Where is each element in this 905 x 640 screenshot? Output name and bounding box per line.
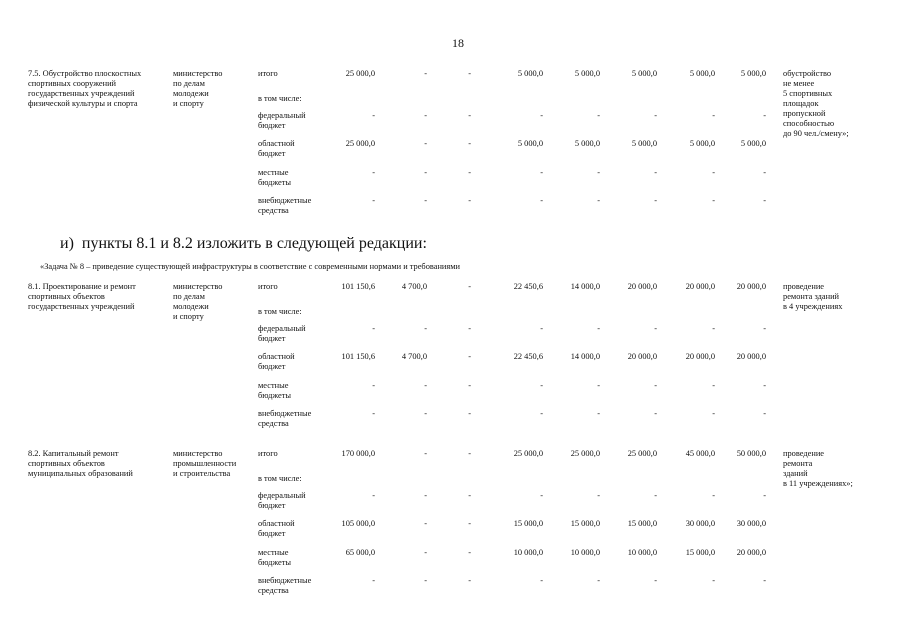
funding-value: -	[468, 519, 471, 528]
funding-value: -	[763, 111, 766, 120]
funding-value: 4 700,0	[401, 282, 427, 291]
funding-value: -	[654, 491, 657, 500]
expected-result: ремонта	[783, 459, 813, 468]
funding-value: -	[654, 168, 657, 177]
funding-source-label: средства	[258, 419, 289, 428]
funding-value: 30 000,0	[736, 519, 766, 528]
funding-source-label: местные	[258, 548, 289, 557]
funding-source-label: федеральный	[258, 324, 306, 333]
funding-value: 25 000,0	[627, 449, 657, 458]
measure-title: муниципальных образований	[28, 469, 133, 478]
funding-value: -	[654, 196, 657, 205]
funding-value: 15 000,0	[570, 519, 600, 528]
funding-source-label: областной	[258, 139, 295, 148]
funding-value: 5 000,0	[517, 139, 543, 148]
funding-value: 25 000,0	[513, 449, 543, 458]
funding-value: 10 000,0	[570, 548, 600, 557]
expected-result: площадок	[783, 99, 819, 108]
funding-value: -	[763, 196, 766, 205]
funding-value: 22 450,6	[513, 352, 543, 361]
funding-value: -	[763, 491, 766, 500]
funding-value: -	[468, 111, 471, 120]
funding-value: 5 000,0	[631, 139, 657, 148]
funding-value: 20 000,0	[627, 352, 657, 361]
funding-source-label: бюджет	[258, 149, 286, 158]
funding-value: 25 000,0	[570, 449, 600, 458]
measure-title: спортивных объектов	[28, 292, 105, 301]
funding-value: -	[424, 139, 427, 148]
funding-value: 5 000,0	[689, 69, 715, 78]
executor: и спорту	[173, 99, 204, 108]
funding-source-label: итого	[258, 449, 278, 458]
funding-source-label: бюджеты	[258, 558, 292, 567]
funding-value: 170 000,0	[341, 449, 375, 458]
funding-value: 101 150,6	[341, 352, 375, 361]
measure-title: физической культуры и спорта	[28, 99, 138, 108]
task-heading: «Задача № 8 – приведение существующей инфраструктуры в соответствие с современными нормами и требованиями	[40, 262, 461, 271]
funding-value: -	[468, 409, 471, 418]
funding-value: -	[597, 196, 600, 205]
expected-result: зданий	[783, 469, 808, 478]
funding-value: -	[540, 576, 543, 585]
funding-value: -	[712, 409, 715, 418]
funding-value: 101 150,6	[341, 282, 375, 291]
funding-value: -	[597, 324, 600, 333]
funding-value: -	[763, 381, 766, 390]
funding-source-label: местные	[258, 168, 289, 177]
funding-value: -	[372, 491, 375, 500]
funding-value: -	[468, 196, 471, 205]
funding-value: -	[597, 409, 600, 418]
measure-title: 8.1. Проектирование и ремонт	[28, 282, 136, 291]
executor: молодежи	[173, 89, 209, 98]
funding-value: -	[424, 576, 427, 585]
funding-value: -	[424, 324, 427, 333]
funding-value: -	[468, 548, 471, 557]
funding-value: -	[372, 196, 375, 205]
funding-value: 20 000,0	[736, 548, 766, 557]
funding-source-label: внебюджетные	[258, 576, 312, 585]
funding-source-label: областной	[258, 352, 295, 361]
funding-value: -	[424, 381, 427, 390]
executor: и спорту	[173, 312, 204, 321]
funding-value: -	[763, 409, 766, 418]
expected-result: пропускной	[783, 109, 826, 118]
measure-title: 8.2. Капитальный ремонт	[28, 449, 119, 458]
executor: промышленности	[173, 459, 237, 468]
funding-source-label: средства	[258, 586, 289, 595]
funding-value: 15 000,0	[513, 519, 543, 528]
funding-source-label: местные	[258, 381, 289, 390]
expected-result: в 4 учреждениях	[783, 302, 843, 311]
funding-value: -	[540, 409, 543, 418]
funding-value: 20 000,0	[736, 282, 766, 291]
section-heading: и) пункты 8.1 и 8.2 изложить в следующей редакции:	[60, 235, 427, 252]
funding-value: -	[468, 69, 471, 78]
funding-value: -	[712, 111, 715, 120]
funding-value: 15 000,0	[685, 548, 715, 557]
funding-value: 20 000,0	[736, 352, 766, 361]
expected-result: ремонта зданий	[783, 292, 840, 301]
funding-value: 20 000,0	[627, 282, 657, 291]
funding-value: 14 000,0	[570, 352, 600, 361]
funding-source-label: внебюджетные	[258, 196, 312, 205]
funding-source-label: итого	[258, 282, 278, 291]
expected-result: в 11 учреждениях»;	[783, 479, 853, 488]
funding-value: -	[597, 576, 600, 585]
expected-result: не менее	[783, 79, 815, 88]
executor: по делам	[173, 292, 205, 301]
funding-value: -	[468, 576, 471, 585]
page-number: 18	[452, 36, 464, 50]
funding-value: -	[712, 491, 715, 500]
funding-source-label: в том числе:	[258, 474, 302, 483]
funding-value: 20 000,0	[685, 352, 715, 361]
funding-value: -	[540, 324, 543, 333]
expected-result: проведение	[783, 449, 825, 458]
funding-value: -	[712, 168, 715, 177]
funding-value: 30 000,0	[685, 519, 715, 528]
funding-value: -	[763, 168, 766, 177]
funding-source-label: бюджеты	[258, 178, 292, 187]
funding-value: -	[424, 196, 427, 205]
measure-title: спортивных объектов	[28, 459, 105, 468]
funding-value: -	[424, 111, 427, 120]
funding-value: 105 000,0	[341, 519, 375, 528]
funding-value: -	[372, 111, 375, 120]
measure-title: 7.5. Обустройство плоскостных	[28, 69, 142, 78]
funding-value: -	[654, 324, 657, 333]
funding-source-label: бюджет	[258, 362, 286, 371]
funding-value: -	[468, 282, 471, 291]
funding-value: -	[468, 449, 471, 458]
funding-value: -	[540, 491, 543, 500]
funding-value: 25 000,0	[345, 139, 375, 148]
funding-value: -	[468, 324, 471, 333]
funding-value: 10 000,0	[627, 548, 657, 557]
funding-value: 45 000,0	[685, 449, 715, 458]
funding-value: 5 000,0	[740, 69, 766, 78]
funding-value: 20 000,0	[685, 282, 715, 291]
measure-title: государственных учреждений	[28, 89, 135, 98]
funding-source-label: бюджет	[258, 121, 286, 130]
expected-result: обустройство	[783, 69, 832, 78]
funding-value: -	[540, 168, 543, 177]
funding-value: -	[468, 352, 471, 361]
funding-value: 65 000,0	[345, 548, 375, 557]
expected-result: до 90 чел./смену»;	[783, 129, 849, 138]
funding-source-label: в том числе:	[258, 94, 302, 103]
funding-value: -	[654, 409, 657, 418]
funding-source-label: федеральный	[258, 491, 306, 500]
funding-value: 5 000,0	[740, 139, 766, 148]
funding-value: -	[424, 449, 427, 458]
funding-value: -	[424, 409, 427, 418]
funding-value: -	[763, 324, 766, 333]
funding-value: -	[712, 576, 715, 585]
funding-value: -	[424, 69, 427, 78]
funding-value: -	[540, 196, 543, 205]
executor: министерство	[173, 449, 223, 458]
funding-value: 5 000,0	[689, 139, 715, 148]
funding-value: -	[597, 381, 600, 390]
measure-title: государственных учреждений	[28, 302, 135, 311]
funding-value: 22 450,6	[513, 282, 543, 291]
executor: и строительства	[173, 469, 231, 478]
executor: министерство	[173, 282, 223, 291]
funding-value: -	[372, 576, 375, 585]
funding-value: -	[597, 168, 600, 177]
executor: министерство	[173, 69, 223, 78]
funding-source-label: бюджет	[258, 334, 286, 343]
executor: молодежи	[173, 302, 209, 311]
funding-source-label: итого	[258, 69, 278, 78]
funding-value: -	[372, 409, 375, 418]
funding-value: -	[468, 491, 471, 500]
funding-value: -	[424, 168, 427, 177]
expected-result: способностью	[783, 119, 835, 128]
funding-value: 15 000,0	[627, 519, 657, 528]
funding-value: -	[654, 576, 657, 585]
funding-value: -	[424, 491, 427, 500]
funding-value: 50 000,0	[736, 449, 766, 458]
measure-title: спортивных сооружений	[28, 79, 117, 88]
funding-source-label: средства	[258, 206, 289, 215]
funding-value: -	[654, 111, 657, 120]
funding-value: 5 000,0	[631, 69, 657, 78]
funding-source-label: федеральный	[258, 111, 306, 120]
funding-value: -	[654, 381, 657, 390]
funding-source-label: в том числе:	[258, 307, 302, 316]
funding-value: -	[712, 381, 715, 390]
funding-value: -	[372, 324, 375, 333]
funding-source-label: внебюджетные	[258, 409, 312, 418]
funding-value: -	[597, 491, 600, 500]
funding-value: 4 700,0	[401, 352, 427, 361]
funding-value: 5 000,0	[574, 139, 600, 148]
funding-value: -	[468, 139, 471, 148]
funding-value: 5 000,0	[574, 69, 600, 78]
executor: по делам	[173, 79, 205, 88]
funding-value: -	[468, 168, 471, 177]
expected-result: проведение	[783, 282, 825, 291]
funding-value: -	[372, 381, 375, 390]
funding-value: 10 000,0	[513, 548, 543, 557]
funding-value: 14 000,0	[570, 282, 600, 291]
funding-value: -	[540, 111, 543, 120]
funding-value: -	[372, 168, 375, 177]
funding-value: -	[597, 111, 600, 120]
funding-source-label: бюджет	[258, 529, 286, 538]
funding-value: -	[712, 196, 715, 205]
funding-source-label: областной	[258, 519, 295, 528]
funding-value: -	[763, 576, 766, 585]
expected-result: 5 спортивных	[783, 89, 833, 98]
funding-value: 25 000,0	[345, 69, 375, 78]
funding-value: -	[424, 519, 427, 528]
funding-value: -	[712, 324, 715, 333]
funding-value: -	[424, 548, 427, 557]
funding-value: 5 000,0	[517, 69, 543, 78]
funding-source-label: бюджеты	[258, 391, 292, 400]
funding-value: -	[468, 381, 471, 390]
funding-source-label: бюджет	[258, 501, 286, 510]
funding-value: -	[540, 381, 543, 390]
